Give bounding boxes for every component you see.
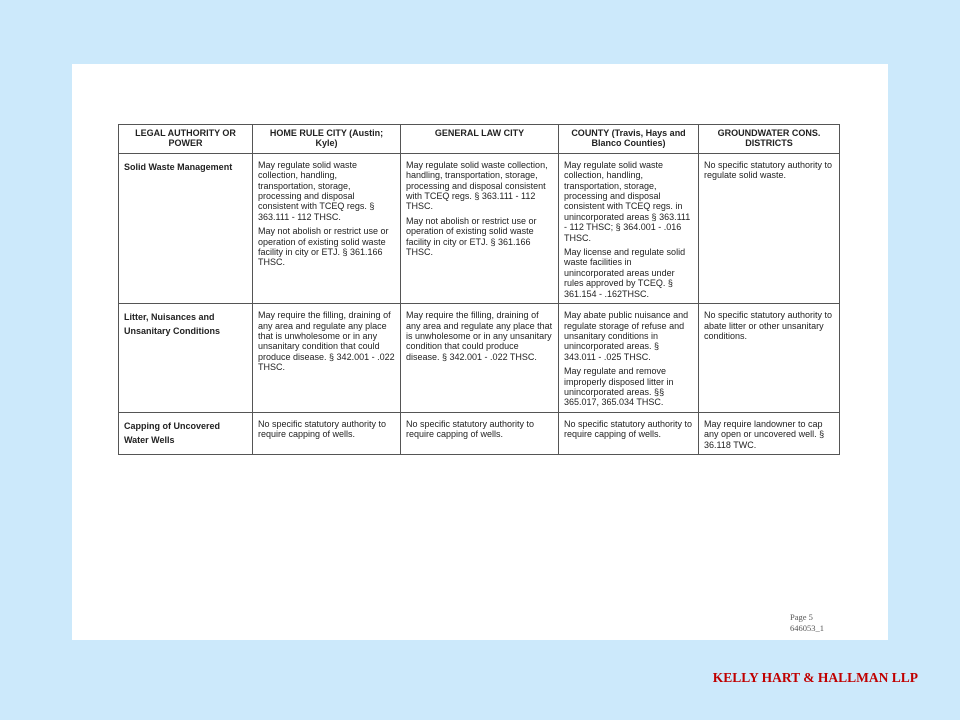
table-cell [559,153,699,303]
cell-paragraph: May regulate and remove improperly disposed litter in unincorporated areas. §§ 365.017, 365.034 THSC. [564,366,674,408]
table-cell [559,412,699,454]
table-row [119,304,840,413]
cell-paragraph: May regulate solid waste collection, handling, transportation, storage, processing and disposal consistent with TCEQ regs. § 363.111 - 112 THSC. [406,159,548,212]
cell-paragraph: No specific statutory authority to abate litter or other unsanitary conditions. [704,310,833,341]
cell-paragraph: May abate public nuisance and regulate storage of refuse and unsanitary conditions in unincorporated areas. § 343.011 - .025 THSC. [564,310,689,362]
row-label: Capping of Uncovered Water Wells [119,412,253,454]
header-legal-authority: LEGAL AUTHORITY OR POWER [119,125,253,154]
authority-comparison-table [118,124,840,455]
header-county: COUNTY (Travis, Hays and Blanco Counties) [559,125,699,154]
header-general-law-city: GENERAL LAW CITY [401,125,559,154]
table-cell [559,304,699,413]
cell-paragraph: May require the filling, draining of any area and regulate any place that is unwholesome or in any unsanitary condition that could produce disease. § 342.001 - .022 THSC. [406,310,553,362]
table-cell [401,153,559,303]
cell-paragraph: May not abolish or restrict use or operation of existing solid waste facility in city or ETJ. § 361.166 THSC. [406,215,537,258]
table-cell [699,412,840,454]
document-number: 646053_1 [790,623,824,633]
cell-paragraph: May not abolish or restrict use or operation of existing solid waste facility in city or ETJ. § 361.166 THSC. [258,226,389,268]
table-cell [253,153,401,303]
page-footer-number [790,612,824,634]
header-groundwater-districts: GROUNDWATER CONS. DISTRICTS [699,125,840,154]
cell-paragraph: No specific statutory authority to require capping of wells. [406,418,535,440]
page-number: Page 5 [790,612,813,622]
table-cell [699,304,840,413]
cell-paragraph: May regulate solid waste collection, handling, transportation, storage, processing and disposal consistent with TCEQ regs. in unincorporated areas § 363.111 - 112 THSC; § 364.001 - .016 THSC. [564,159,691,243]
table-cell [401,304,559,413]
table-cell [699,153,840,303]
table-cell [253,304,401,413]
table-cell [401,412,559,454]
cell-paragraph: May require the filling, draining of any area and regulate any place that is unwholesome or in any unsanitary condition that could produce disease. § 342.001 - .022 THSC. [258,310,395,373]
table-row [119,412,840,454]
cell-paragraph: No specific statutory authority to require capping of wells. [564,418,693,440]
row-label: Litter, Nuisances and Unsanitary Conditions [119,304,253,413]
table-row [119,153,840,303]
table-cell [253,412,401,454]
cell-paragraph: May require landowner to cap any open or uncovered well. § 36.118 TWC. [704,418,825,450]
firm-name-footer: KELLY HART & HALLMAN LLP [712,670,918,685]
row-label: Solid Waste Management [119,153,253,303]
cell-paragraph: May regulate solid waste collection, handling, transportation, storage, processing and disposal consistent with TCEQ regs. § 363.111 - 112 THSC. [258,159,375,222]
table-header-row [119,125,840,154]
cell-paragraph: No specific statutory authority to regulate solid waste. [704,159,833,181]
cell-paragraph: No specific statutory authority to require capping of wells. [258,418,387,440]
cell-paragraph: May license and regulate solid waste facilities in unincorporated areas under rules approved by TCEQ. § 361.154 - .162THSC. [564,247,686,299]
header-home-rule-city: HOME RULE CITY (Austin; Kyle) [253,125,401,154]
document-page [72,64,888,640]
